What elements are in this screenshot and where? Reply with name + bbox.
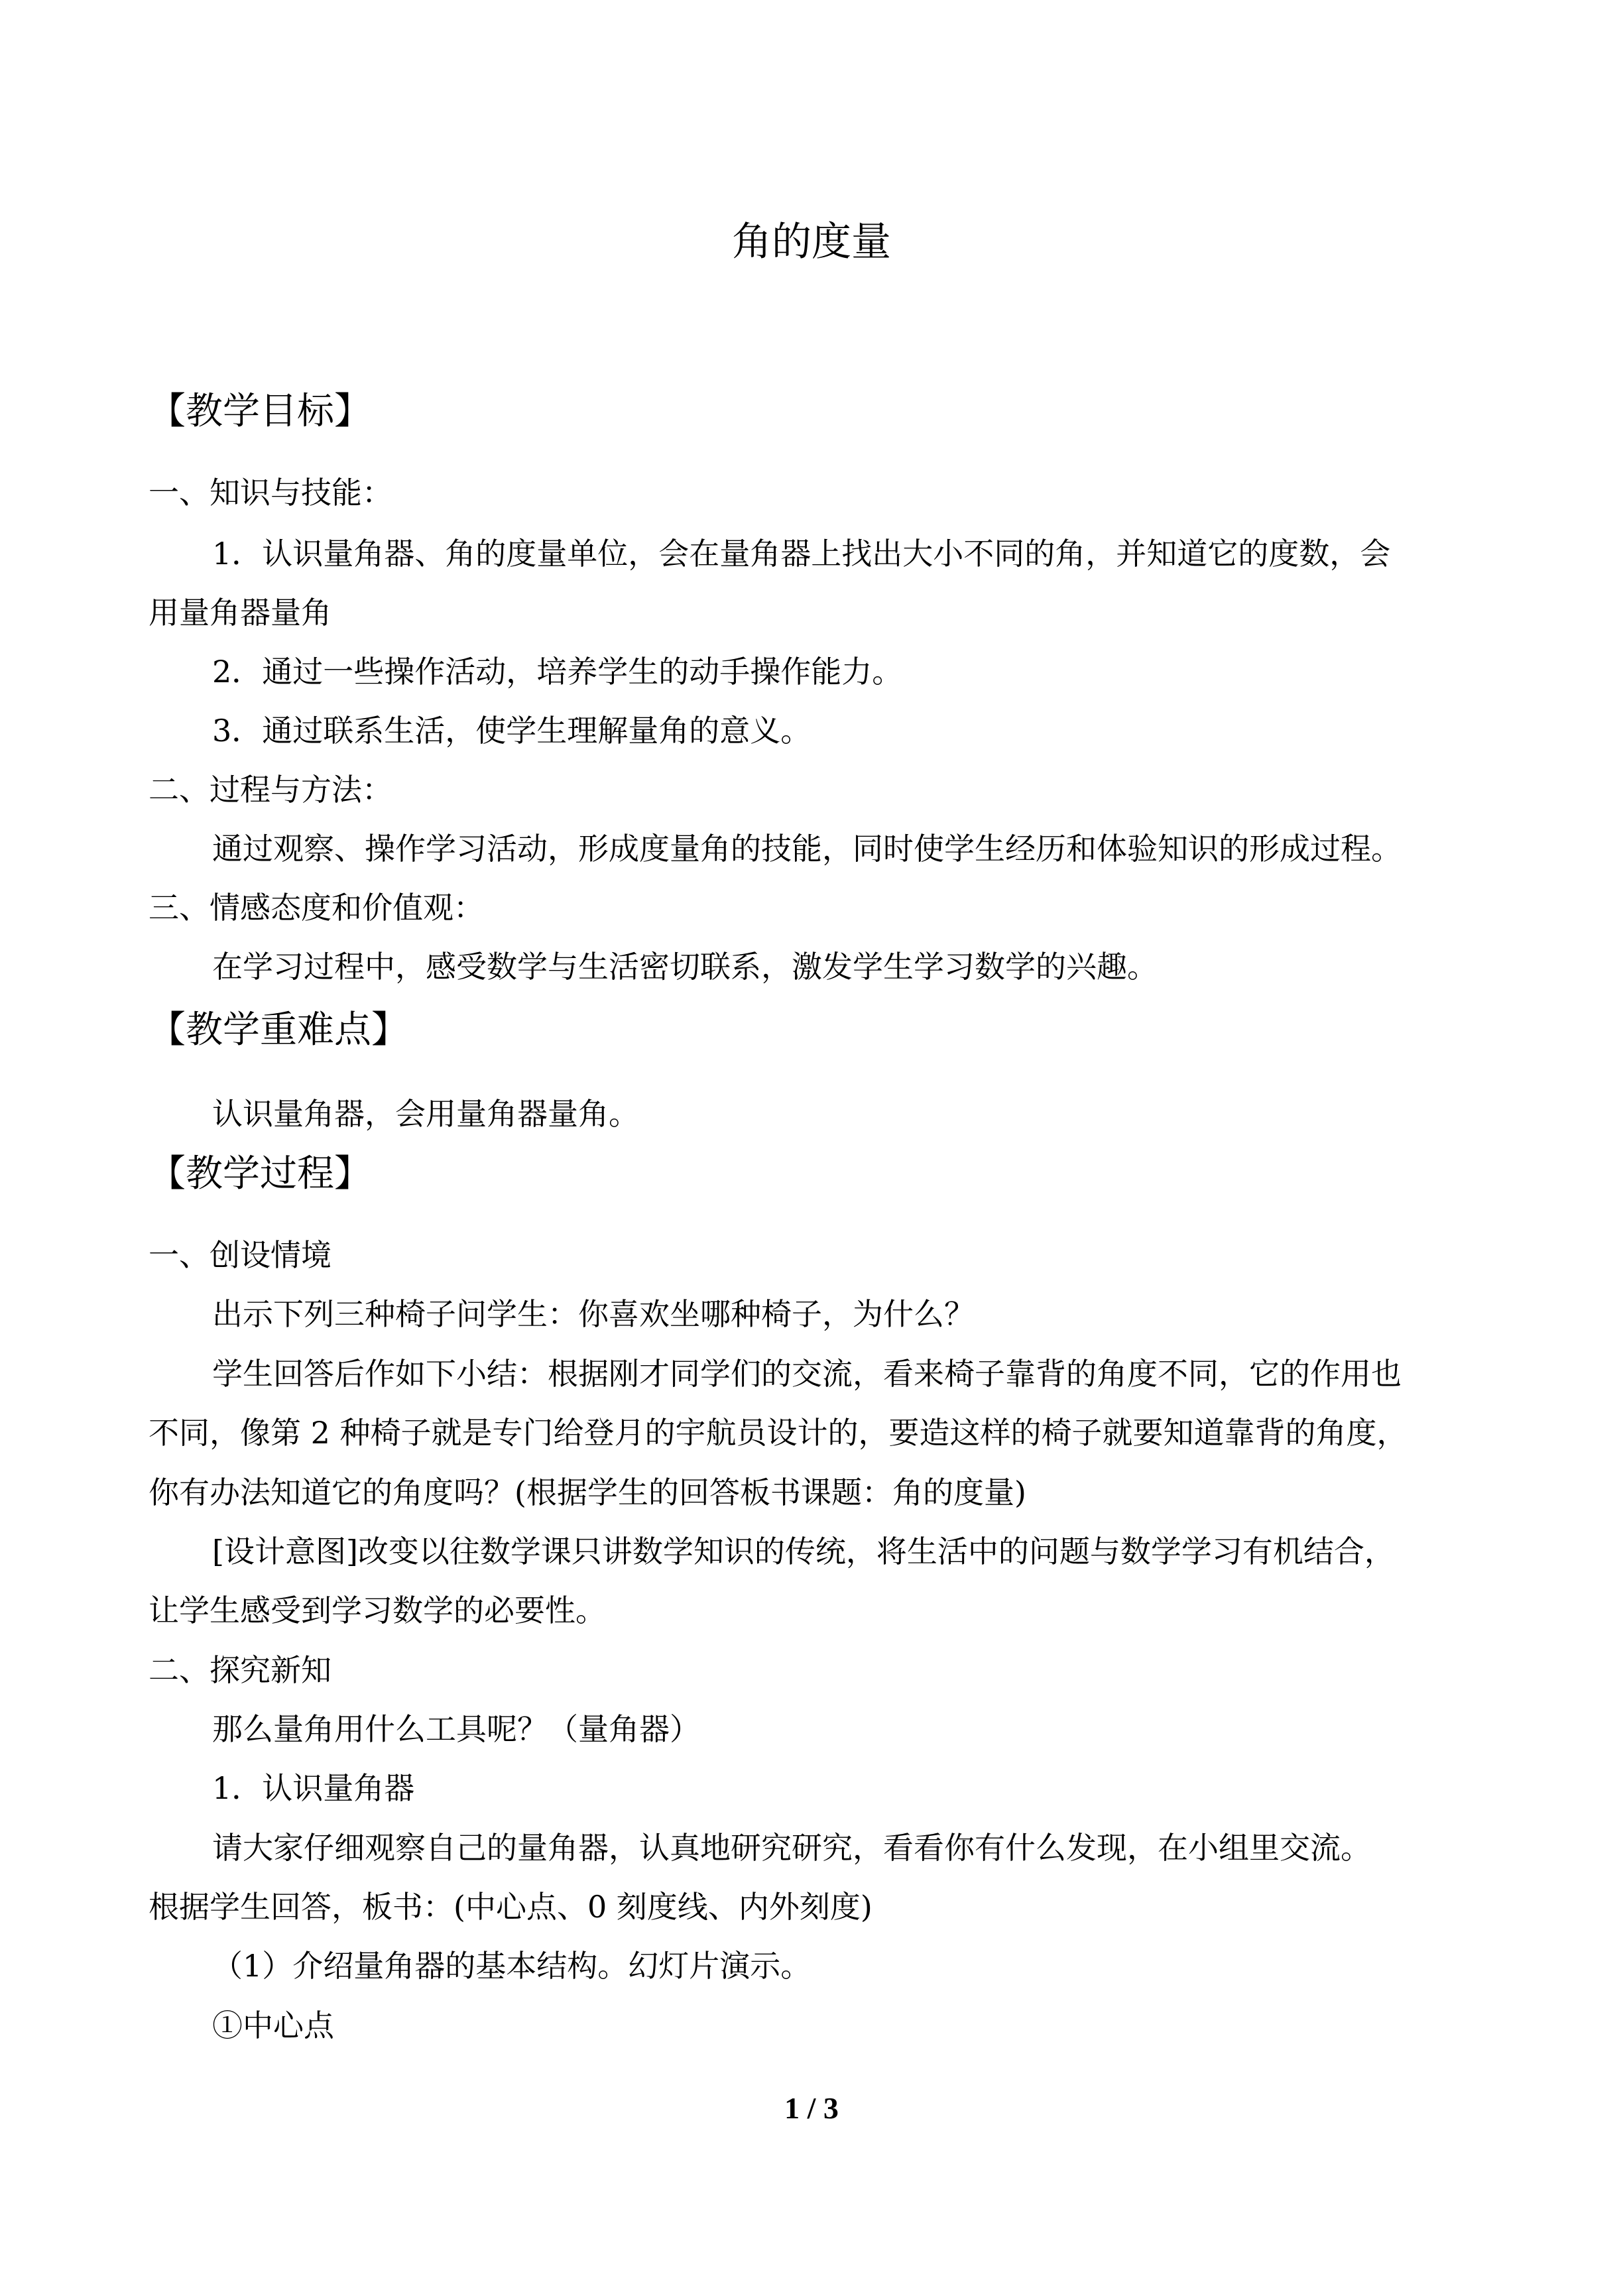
text-line: 一、创设情境 <box>149 1237 331 1273</box>
text-line: 一、知识与技能： <box>149 475 392 511</box>
text-line: ①中心点 <box>212 2008 334 2043</box>
text-line: 1．认识量角器、角的度量单位，会在量角器上找出大小不同的角，并知道它的度数，会 <box>212 536 1391 572</box>
text-line: 3．通过联系生活，使学生理解量角的意义。 <box>212 713 812 749</box>
text-line: 三、情感态度和价值观： <box>149 890 484 926</box>
text-line: 在学习过程中，感受数学与生活密切联系，激发学生学习数学的兴趣。 <box>212 949 1158 985</box>
text-line: 出示下列三种椅子问学生：你喜欢坐哪种椅子，为什么？ <box>212 1296 975 1332</box>
text-line: （1）介绍量角器的基本结构。幻灯片演示。 <box>212 1948 812 1984</box>
text-line: 1．认识量角器 <box>212 1770 415 1806</box>
page-number: 1 / 3 <box>784 2091 839 2125</box>
section-heading-key-points: 【教学重难点】 <box>149 1008 408 1052</box>
section-heading-process: 【教学过程】 <box>149 1152 371 1195</box>
text-line: 2．通过一些操作活动，培养学生的动手操作能力。 <box>212 654 903 690</box>
document-title: 角的度量 <box>732 219 891 265</box>
text-line: 请大家仔细观察自己的量角器，认真地研究研究，看看你有什么发现，在小组里交流。 <box>212 1830 1371 1866</box>
text-line: 不同，像第 2 种椅子就是专门给登月的宇航员设计的，要造这样的椅子就要知道靠背的角度， <box>149 1415 1408 1451</box>
text-line: [设计意图]改变以往数学课只讲数学知识的传统，将生活中的问题与数学学习有机结合， <box>212 1534 1395 1569</box>
text-line: 那么量角用什么工具呢？（量角器） <box>212 1711 700 1747</box>
text-line: 学生回答后作如下小结：根据刚才同学们的交流，看来椅子靠背的角度不同，它的作用也 <box>212 1356 1402 1392</box>
text-line: 通过观察、操作学习活动，形成度量角的技能，同时使学生经历和体验知识的形成过程。 <box>212 831 1402 867</box>
text-line: 用量角器量角 <box>149 595 331 631</box>
text-line: 二、过程与方法： <box>149 772 392 808</box>
text-line: 根据学生回答，板书：(中心点、0 刻度线、内外刻度) <box>149 1889 872 1925</box>
text-line: 让学生感受到学习数学的必要性。 <box>149 1593 606 1628</box>
section-heading-goals: 【教学目标】 <box>149 390 371 433</box>
text-line: 认识量角器，会用量角器量角。 <box>212 1096 639 1132</box>
text-line: 二、探究新知 <box>149 1652 331 1688</box>
text-line: 你有办法知道它的角度吗？(根据学生的回答板书课题：角的度量) <box>149 1475 1026 1510</box>
